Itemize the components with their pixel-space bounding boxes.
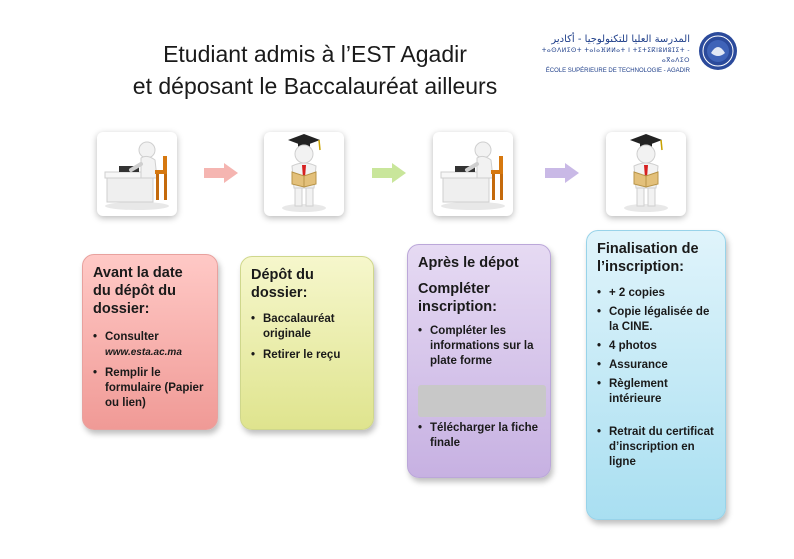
step3-box [407, 244, 551, 478]
step2-list [251, 312, 365, 363]
arrow-right-icon [372, 163, 406, 183]
step2-heading-line: Dépôt du [251, 267, 314, 283]
step1-box [82, 254, 218, 430]
step2-illustration [264, 132, 344, 216]
logo-arabic-name: المدرسة العليا للتكنولوجيا - أكادير [551, 34, 690, 45]
step2-item: • Retirer le reçu [251, 348, 365, 363]
step4-item: • Retrait du certificat d’inscription en ligne [597, 425, 717, 470]
title-line-2: et déposant le Baccalauréat ailleurs [132, 73, 498, 99]
step3-subheading-line: Compléter [418, 281, 490, 297]
graduate-reading-icon [606, 132, 686, 216]
step4-item: • Copie légalisée de la CINE. [597, 305, 717, 335]
step3-item: • Télécharger la fiche finale [418, 421, 544, 451]
step4-heading [597, 240, 717, 276]
step1-item-text: • Consulter [105, 331, 159, 343]
step3-illustration [433, 132, 513, 216]
step1-heading-line: du dépôt du [93, 283, 176, 299]
school-logo [540, 30, 740, 80]
step1-heading [93, 264, 209, 318]
step4-item: • Assurance [597, 358, 717, 373]
step1-illustration [97, 132, 177, 216]
logo-tifinagh-name: ⵜⴰⵙⴷⵍⵉⵙⵜ ⵜⴰⵏⴰⴼⵍⵍⴰⵜ ⵏ ⵜⵉⵜⵉⴽⵏⵓⵍⵓⵊⵉⵜ - ⴰⴳⴰⴷⵉⵔ [541, 47, 690, 64]
person-at-desk-icon [97, 132, 177, 216]
arrow-right-icon [545, 163, 579, 183]
step4-item: • + 2 copies [597, 286, 717, 301]
step2-heading-line: dossier: [251, 285, 308, 301]
step4-illustration [606, 132, 686, 216]
step1-heading-line: Avant la date [93, 265, 183, 281]
step3-list [418, 324, 542, 369]
step2-box [240, 256, 374, 430]
step1-heading-line: dossier: [93, 301, 150, 317]
placeholder-bar [418, 385, 546, 417]
step2-heading [251, 266, 365, 302]
person-at-desk-icon [433, 132, 513, 216]
step4-list [597, 286, 717, 470]
step1-item: • Remplir le formulaire (Papier ou lien) [93, 366, 209, 411]
step4-item: • 4 photos [597, 339, 717, 354]
website-link[interactable]: www.esta.ac.ma [105, 347, 182, 358]
school-seal-icon [698, 31, 738, 71]
title-line-1: Etudiant admis à l’EST Agadir [163, 41, 467, 67]
step4-heading-line: Finalisation de [597, 241, 699, 257]
step4-heading-line: l’inscription: [597, 259, 684, 275]
logo-text [540, 34, 690, 76]
step3-subheading [418, 280, 542, 316]
logo-french-name: ÉCOLE SUPÉRIEURE DE TECHNOLOGIE - AGADIR [545, 68, 690, 74]
step1-list [93, 330, 209, 411]
step4-item: • Règlement intérieure [597, 377, 717, 407]
step3-item: • Compléter les informations sur la plate forme [418, 324, 542, 369]
step3-subheading-line: inscription: [418, 299, 497, 315]
graduate-reading-icon [264, 132, 344, 216]
step4-box [586, 230, 726, 520]
step3-heading: Après le dépot [418, 255, 519, 271]
step1-item [93, 330, 209, 360]
step2-item: • Baccalauréat originale [251, 312, 365, 342]
page-title [100, 38, 530, 102]
arrow-right-icon [204, 163, 238, 183]
step3-list [418, 421, 544, 451]
